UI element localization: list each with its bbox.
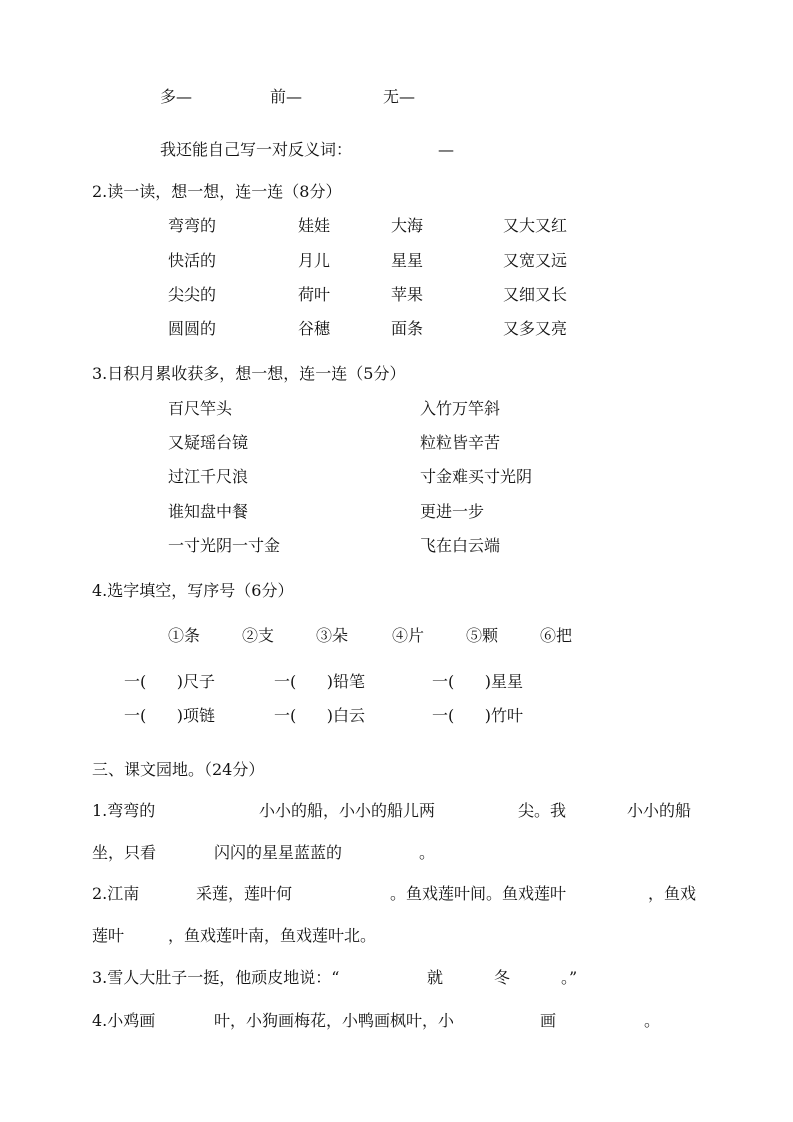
question-title: 2.读一读，想一想，连一连（8分）: [92, 182, 342, 201]
match-item: 娃娃: [298, 216, 331, 235]
text-segment: 闪闪的星星蓝蓝的: [214, 843, 343, 862]
match-item: 又大又红: [503, 216, 568, 235]
antonym-item: 前—: [270, 87, 303, 106]
fill-blank: 一( )星星: [432, 672, 524, 691]
antonym-item: 无—: [383, 87, 416, 106]
text-segment: 2.江南: [92, 884, 140, 903]
text-segment: 尖。我: [518, 801, 567, 820]
match-item: 尖尖的: [168, 285, 217, 304]
section-title: 三、课文园地。（24分）: [92, 760, 265, 779]
option-item: ②支: [242, 626, 275, 645]
text-segment: ，鱼戏: [648, 884, 697, 903]
text-segment: ，鱼戏莲叶南，鱼戏莲叶北。: [168, 926, 377, 945]
text-segment: 画: [540, 1011, 557, 1030]
text-segment: 冬: [494, 968, 511, 987]
match-item: 弯弯的: [168, 216, 217, 235]
text-segment: 小小的船: [627, 801, 692, 820]
fill-blank: 一( )铅笔: [274, 672, 366, 691]
text-segment: 4.小鸡画: [92, 1011, 156, 1030]
antonym-item: 多—: [160, 87, 193, 106]
text-segment: 3.雪人大肚子一挺，他顽皮地说：“: [92, 968, 340, 987]
match-item: 谁知盘中餐: [168, 502, 249, 521]
self-write-dash: —: [438, 140, 454, 159]
match-item: 快活的: [168, 251, 217, 270]
match-item: 圆圆的: [168, 319, 217, 338]
question-title: 4.选字填空，写序号（6分）: [92, 581, 294, 600]
text-segment: 。”: [561, 968, 578, 987]
text-segment: 。鱼戏莲叶间。鱼戏莲叶: [390, 884, 567, 903]
fill-blank: 一( )竹叶: [432, 706, 524, 725]
match-item: 谷穗: [298, 319, 331, 338]
match-item: 过江千尺浪: [168, 467, 249, 486]
match-item: 面条: [391, 319, 424, 338]
match-item: 寸金难买寸光阴: [420, 467, 533, 486]
match-item: 又多又亮: [503, 319, 568, 338]
text-segment: 1.弯弯的: [92, 801, 156, 820]
match-item: 粒粒皆辛苦: [420, 433, 501, 452]
text-segment: 莲叶: [92, 926, 125, 945]
match-item: 更进一步: [420, 502, 485, 521]
match-item: 星星: [391, 251, 424, 270]
option-item: ④片: [392, 626, 425, 645]
option-item: ⑤颗: [466, 626, 499, 645]
text-segment: 就: [427, 968, 444, 987]
match-item: 苹果: [391, 285, 424, 304]
fill-blank: 一( )项链: [124, 706, 216, 725]
match-item: 又疑瑶台镜: [168, 433, 249, 452]
match-item: 飞在白云端: [420, 536, 501, 555]
match-item: 又细又长: [503, 285, 568, 304]
match-item: 荷叶: [298, 285, 331, 304]
match-item: 月儿: [298, 251, 331, 270]
option-item: ①条: [168, 626, 201, 645]
match-item: 大海: [391, 216, 424, 235]
text-segment: 小小的船，小小的船儿两: [259, 801, 436, 820]
match-item: 又宽又远: [503, 251, 568, 270]
match-item: 一寸光阴一寸金: [168, 536, 281, 555]
text-segment: 坐，只看: [92, 843, 157, 862]
text-segment: 。: [644, 1011, 661, 1030]
text-segment: 叶，小狗画梅花，小鸭画枫叶，小: [214, 1011, 455, 1030]
option-item: ③朵: [316, 626, 349, 645]
self-write-label: 我还能自己写一对反义词：: [160, 140, 353, 159]
fill-blank: 一( )白云: [274, 706, 366, 725]
fill-blank: 一( )尺子: [124, 672, 216, 691]
option-item: ⑥把: [540, 626, 573, 645]
text-segment: 采莲，莲叶何: [196, 884, 293, 903]
question-title: 3.日积月累收获多，想一想，连一连（5分）: [92, 364, 406, 383]
text-segment: 。: [419, 843, 436, 862]
match-item: 入竹万竿斜: [420, 399, 501, 418]
match-item: 百尺竿头: [168, 399, 233, 418]
